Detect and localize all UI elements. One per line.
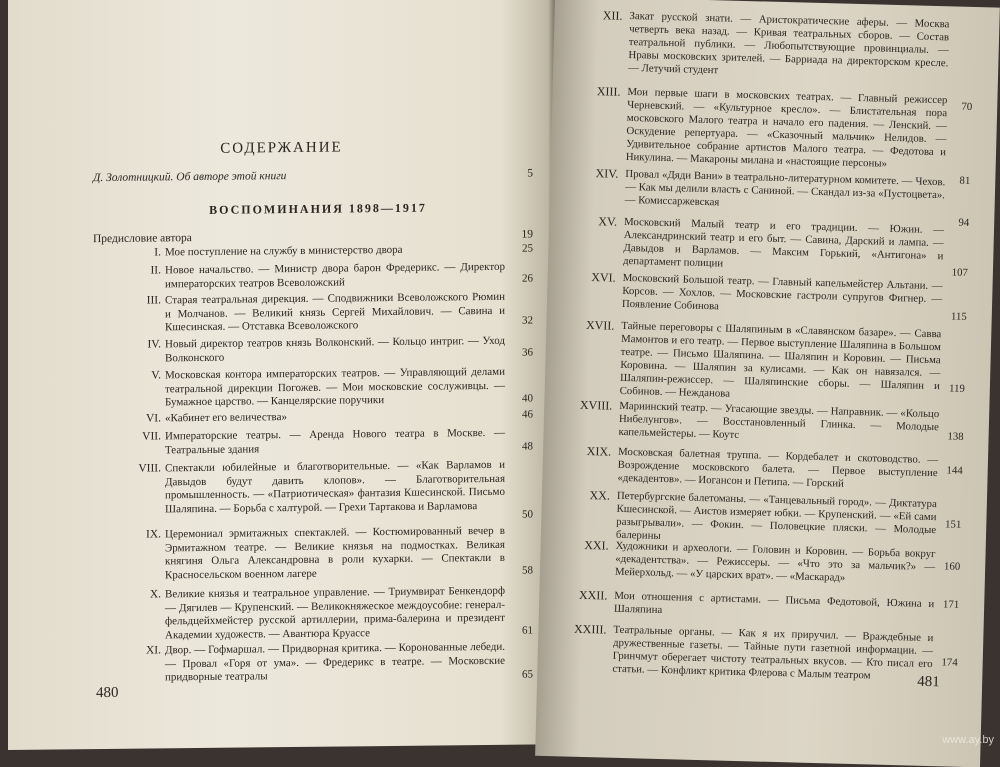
chapter-title: Московская балетная труппа. — Кордебалет и скотоводство. — Возрождение московского балета. — Первое выступление «декадентов». — Иогансон и Петипа. — Горский: [617, 445, 939, 490]
chapter-number: XIV.: [595, 166, 619, 181]
foreword-page: 19: [521, 228, 533, 241]
chapter-number: XX.: [589, 488, 611, 503]
chapter-number: IV.: [147, 338, 161, 351]
chapter-page: 70: [961, 100, 973, 113]
chapter-number: XI.: [145, 644, 161, 657]
chapter-number: VII.: [142, 430, 161, 443]
chapter-title: Мои отношения с артистами. — Письма Федотовой, Южина и Шаляпина: [613, 589, 935, 617]
contents-entry: [93, 458, 533, 521]
chapter-page: 32: [522, 314, 533, 327]
chapter-number: II.: [150, 264, 161, 277]
chapter-page: 40: [522, 392, 533, 405]
chapter-page: 46: [522, 408, 533, 421]
chapter-title: Новое начальство. — Министр двора барон Фредерикс. — Директор императорских театров Всеволожский: [165, 260, 505, 290]
contents-entry: [93, 365, 533, 409]
chapter-title: Театральные органы. — Как я их приручил. — Враждебные и дружественные газеты. — Тайные пути газетной информации. — Гринчмут оберегает чистоту театральных вкусов. — Кто писал его статьи. — Конфликт критика Флерова с Малым театром: [612, 623, 934, 682]
chapter-number: XXIII.: [573, 621, 607, 637]
chapter-page: 25: [522, 242, 533, 255]
chapter-number: XXI.: [584, 537, 609, 553]
chapter-number: XVIII.: [579, 397, 613, 413]
contents-entry: [559, 587, 964, 617]
contents-title: СОДЕРЖАНИЕ: [220, 139, 343, 157]
author-line: [93, 167, 533, 185]
chapter-page: 119: [948, 382, 966, 395]
chapter-page: 48: [522, 440, 533, 453]
chapter-page: 61: [522, 624, 533, 637]
contents-entry: [93, 260, 533, 290]
chapter-title: Закат русской знати. — Аристократические аферы. — Москва четверть века назад. — Кривая театральных сборов. — Состав театральной публики. — Любопытствующие провинциалы. — Нравы московских зрителей. — Барриада на директорском кресле. — Летучий студент: [627, 9, 950, 77]
chapter-title: Мариинский театр. — Угасающие звезды. — Направник. — «Кольцо Нибелунгов». — Восстановленный Глинка. — Молодые капельмейстеры. — Коутс: [618, 399, 940, 441]
chapter-number: XIX.: [586, 443, 612, 459]
chapter-page: 36: [522, 346, 533, 359]
chapter-title: Московская контора императорских театров. — Управляющий делами театральной дирекции Погожев. — Мои московские сослуживцы. — Бумажное царство. — Канцелярские поручики: [165, 365, 505, 409]
chapter-title: Провал «Дяди Вани» в театрально-литературном комитете. — Чехов. — Как мы делили власть с Саниной. — Скандал из-за «Пустоцвета». — Комиссаржевская: [624, 167, 946, 209]
left-page: [8, 0, 555, 750]
foreword-text: Предисловие автора: [93, 232, 192, 246]
chapter-number: VI.: [145, 412, 161, 425]
chapter-page: 138: [947, 430, 964, 443]
chapter-title: «Кабинет его величества»: [165, 411, 287, 425]
chapter-title: Художники и археологи. — Головин и Коровин. — Борьба вокруг «декадентства». — Режиссеры. — «Что это за мальчик?» — Мейерхольд. — «У царских врат». — «Маскарад»: [614, 539, 936, 584]
chapter-number: X.: [149, 588, 161, 601]
chapter-title: Тайные переговоры с Шаляпиным в «Славянском базаре». — Савва Мамонтов и его театр. — Первое выступление Шаляпина в Большом театре. — Письмо Шаляпина. — Шаляпин и Коровин. — Письма Коровина. — Шаляпин за кулисами. — Как он навязался. — Шаляпин-режиссер. — Шаляпинские сборы. — Шаляпин и Собинов. — Нежданова: [619, 319, 942, 400]
chapter-number: XII.: [602, 8, 623, 23]
contents-entry: [93, 426, 533, 456]
author-line-page: 5: [527, 167, 533, 180]
contents-entry: [93, 640, 533, 684]
contents-entry: [93, 408, 533, 425]
chapter-number: XVII.: [585, 317, 615, 333]
chapter-title: Двор. — Гофмаршал. — Придворная критика. — Коронованные лебеди. — Провал «Горя от ума». — Фредерикс в театре. — Московские придворные театралы: [165, 640, 505, 684]
chapter-number: VIII.: [138, 462, 161, 475]
chapter-page: 26: [522, 272, 533, 285]
page-number-left: 480: [96, 684, 119, 702]
chapter-title: Мои первые шаги в московских театрах. — Главный режиссер Черневский. — «Культурное кресло». — Блистательная пора московского Малого театра и начало его падения. — Ленский. — Оскудение репертуара. — «Сказочный мальчик» Нелидов. — Удивительное собрание артистов Малого театра. — Федотова и Никулина. — Макароны милана и «настоящие персоны»: [625, 85, 948, 170]
chapter-page: 115: [950, 310, 967, 323]
chapter-page: 94: [958, 216, 970, 229]
chapter-number: III.: [146, 294, 161, 307]
chapter-page: 58: [522, 564, 533, 577]
chapter-title: Московский Большой театр. — Главный капельмейстер Альтани. — Корсов. — Хохлов. — Московские гастроли супругов Фигнер. — Появление Собинова: [621, 271, 943, 313]
section-title: ВОСПОМИНАНИЯ 1898—1917: [209, 200, 427, 217]
chapter-number: V.: [151, 369, 161, 382]
chapter-page: 144: [946, 464, 963, 477]
author-line-text: Д. Золотницкий. Об авторе этой книги: [93, 170, 287, 185]
foreword-entry: [93, 228, 533, 246]
contents-entry: [567, 317, 972, 400]
chapter-title: Мое поступление на службу в министерство двора: [165, 243, 403, 259]
chapter-number: XXII.: [578, 587, 608, 603]
chapter-title: Императорские театры. — Аренда Нового театра в Москве. — Театральные здания: [165, 426, 505, 456]
chapter-page: 171: [942, 598, 960, 611]
chapter-title: Старая театральная дирекция. — Сподвижники Всеволожского Рюмин и Молчанов. — Великий князь Сергей Михайлович. — Савина и Кшесинская. — Отставка Всеволожского: [165, 290, 505, 334]
chapter-number: XIII.: [596, 84, 621, 99]
chapter-title: Спектакли юбилейные и благотворительные. — «Как Варламов и Давыдов будут давить клопов». — Благотворительная промышленность. — «Патриотическая» фантазия Кшесинской. Письмо Шаляпина. — Борьба с халтурой. — Грехи Тартакова и Варламова: [165, 458, 505, 515]
chapter-title: Церемониал эрмитажных спектаклей. — Костюмированный вечер в Эрмитажном театре. — Великие князья на подмостках. Великая княгиня Ольга Александровна в роли кухарки. — Спектакли в Красносельском военном лагере: [165, 524, 505, 581]
contents-entry: [93, 524, 533, 581]
chapter-page: 174: [941, 656, 958, 669]
chapter-title: Великие князья и театральное управление. — Триумвират Бенкендорф — Дягилев — Крупенский. — Великокняжеское междоусобие: генерал-фельдцейхмейстер русской артиллерии, прима-балерина и президент Академии художеств. — Авантюра Круассе: [165, 584, 505, 641]
chapter-title: Петербургские балетоманы. — «Танцевальный город». — Диктатура Кшесинской. — Аистов измеряет юбки. — Крупенский. — «Ей сами разыгрывали». — Фокин. — Половецкие пляски. — Молодые балерины: [615, 489, 937, 542]
chapter-number: XVI.: [591, 270, 616, 285]
contents-entry: [93, 584, 533, 641]
chapter-page: 65: [522, 668, 533, 681]
right-page: [535, 0, 1000, 767]
chapter-page: 151: [944, 518, 962, 531]
chapter-title: Новый директор театров князь Волконский. — Кольцо интриг. — Уход Волконского: [165, 334, 505, 364]
chapter-number: XV.: [598, 214, 618, 229]
contents-entry: [93, 334, 533, 364]
page-number-right: 481: [916, 673, 940, 691]
chapter-page: 50: [522, 508, 533, 521]
chapter-page: 81: [959, 174, 971, 187]
contents-entry: [93, 290, 533, 334]
chapter-number: I.: [154, 246, 161, 259]
chapter-page: 160: [943, 560, 961, 573]
chapter-page: 107: [951, 266, 969, 279]
chapter-number: IX.: [145, 528, 161, 541]
watermark: www.ay.by: [942, 734, 994, 746]
chapter-title: Московский Малый театр и его традиции. — Южин. — Александринский театр и его быт. — Савина, Дарский и лампа. — Давыдов и Варламов. — Максим Горький, «Антигона» и департамент полиции: [622, 215, 945, 270]
